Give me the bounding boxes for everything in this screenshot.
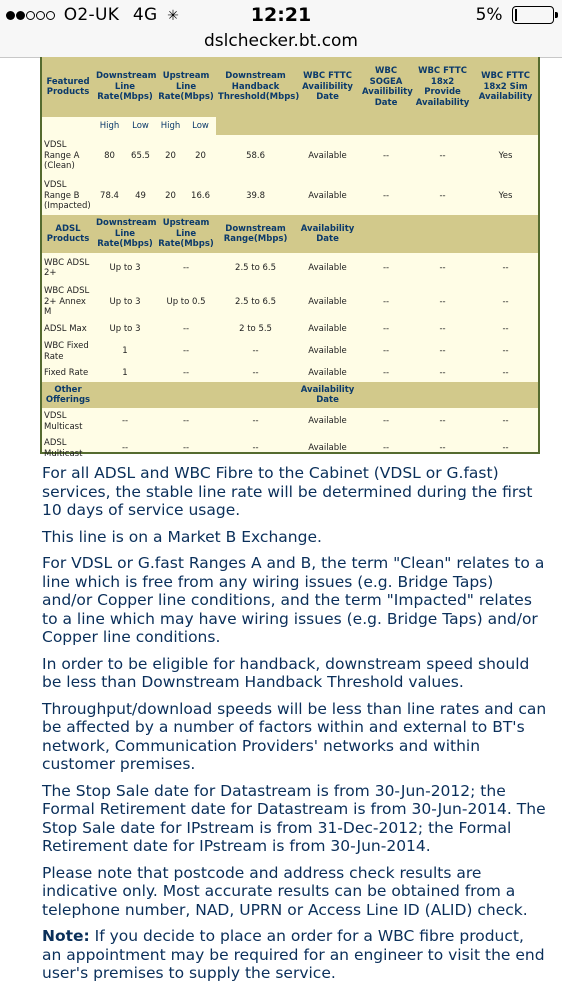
table-cell: 2.5 to 6.5 (235, 262, 277, 273)
table-row (42, 365, 538, 382)
table-cell: Up to 3 (109, 262, 141, 273)
col-header-upstream-line-rate: Upstream Line Rate(Mbps) (158, 71, 214, 103)
col-header-downstream-range: Downstream Range(Mbps) (223, 223, 288, 244)
status-bar (0, 0, 562, 30)
row-label: VDSL Range B (Impacted) (44, 180, 91, 212)
table-row (42, 177, 538, 215)
note-text: If you decide to place an order for a WBC fibre product, an appointment may be required for an engineer to visit the end user's premises to supply the service. (42, 927, 545, 982)
table-cell: -- (382, 262, 390, 273)
activity-spinner-icon: ✳ (167, 8, 180, 24)
table-row (42, 135, 538, 177)
sub-header-row (42, 117, 538, 135)
table-cell: 1 (122, 368, 128, 379)
col-header-fttc-date: WBC FTTC Availibility Date (302, 71, 353, 103)
table-cell: -- (502, 368, 509, 379)
table-cell: 2.5 to 6.5 (235, 296, 277, 307)
table-cell: -- (502, 416, 509, 427)
table-cell: Up to 3 (109, 324, 141, 335)
table-cell: -- (439, 150, 446, 161)
table-cell: -- (252, 416, 259, 427)
adsl-header-row (42, 215, 538, 253)
table-cell: -- (182, 416, 190, 427)
table-cell: -- (502, 262, 509, 273)
paragraph-note (42, 927, 547, 983)
table-cell: -- (182, 443, 190, 454)
table-row (42, 338, 538, 365)
table-cell: -- (439, 262, 446, 273)
table-cell: -- (382, 416, 390, 427)
table-cell: -- (439, 190, 446, 201)
row-label: ADSL Multicast (44, 438, 83, 459)
results-table-container (40, 57, 540, 459)
table-cell: Available (308, 443, 347, 454)
network-type: 4G (132, 5, 158, 25)
table-cell: -- (382, 346, 390, 357)
table-cell: 39.8 (246, 190, 265, 201)
table-cell: 49 (135, 190, 146, 201)
paragraph-handback: In order to be eligible for handback, downstream speed should be less than Downstream Handback Threshold values. (42, 654, 530, 691)
paragraph-stable-rate: For all ADSL and WBC Fibre to the Cabinet (VDSL or G.fast) services, the stable line rate will be determined during the first 10 days of service usage. (42, 464, 533, 519)
sub-header-low: Low (132, 120, 149, 131)
row-label: WBC ADSL 2+ Annex M (44, 286, 90, 318)
table-cell: -- (382, 150, 390, 161)
table-cell: -- (439, 296, 446, 307)
sub-header-low: Low (192, 120, 209, 131)
table-cell: -- (252, 346, 259, 357)
table-cell: -- (439, 346, 446, 357)
row-label: WBC ADSL 2+ (44, 257, 90, 278)
battery-indicator (476, 5, 554, 25)
table-cell: Available (308, 296, 347, 307)
table-cell: -- (439, 443, 446, 454)
table-cell: -- (182, 262, 190, 273)
table-cell: 65.5 (131, 150, 150, 161)
table-cell: -- (439, 416, 446, 427)
row-label: WBC Fixed Rate (44, 341, 89, 362)
table-cell: -- (382, 368, 390, 379)
table-cell: 20 (165, 150, 176, 161)
col-header-availability-date: Availability Date (300, 384, 355, 405)
url-text: dslchecker.bt.com (204, 31, 358, 51)
table-row (42, 253, 538, 283)
col-header-downstream-line-rate: Downstream Line Rate(Mbps) (96, 71, 157, 103)
table-row (42, 435, 538, 462)
table-cell: Available (308, 190, 347, 201)
table-cell: Yes (498, 190, 513, 201)
table-cell: 16.6 (191, 190, 210, 201)
table-row (42, 408, 538, 435)
table-cell: -- (182, 368, 190, 379)
table-cell: Available (308, 368, 347, 379)
battery-icon (512, 6, 554, 24)
sub-header-high: High (99, 120, 120, 131)
paragraph-market-exchange: This line is on a Market B Exchange. (42, 527, 322, 546)
col-header-18x2-sim: WBC FTTC 18x2 Sim Availability (478, 71, 533, 103)
table-cell: Yes (498, 150, 513, 161)
results-table (42, 57, 538, 462)
table-cell: -- (121, 443, 129, 454)
table-cell: 80 (104, 150, 115, 161)
table-cell: -- (382, 296, 390, 307)
col-header-18x2-provide: WBC FTTC 18x2 Provide Availability (415, 66, 470, 108)
table-cell: Up to 0.5 (166, 296, 206, 307)
table-cell: -- (502, 324, 509, 335)
table-cell: -- (502, 346, 509, 357)
col-header-other-offerings: Other Offerings (45, 384, 91, 405)
table-row (42, 321, 538, 338)
table-cell: Available (308, 346, 347, 357)
table-cell: -- (252, 443, 259, 454)
col-header-adsl-products: ADSL Products (46, 223, 90, 244)
paragraph-clean-impacted: For VDSL or G.fast Ranges A and B, the term "Clean" relates to a line which is free from any wiring issues (e.g. Bridge Taps) and/or Copper line conditions, and the term "Impacted" relates to a line which may have wiring issues (e.g. Bridge Taps) and/or Copper line conditions. (42, 554, 545, 646)
row-label: ADSL Max (44, 324, 87, 335)
col-header-downstream-line-rate: Downstream Line Rate(Mbps) (96, 218, 157, 250)
table-cell: 78.4 (100, 190, 119, 201)
table-cell: Available (308, 262, 347, 273)
table-cell: -- (121, 416, 129, 427)
paragraph-throughput: Throughput/download speeds will be less than line rates and can be affected by a number of factors within and external to BT's network, Communication Providers' networks and within customer premises. (42, 699, 547, 773)
table-cell: -- (439, 324, 446, 335)
carrier-name: O2-UK (63, 5, 120, 25)
table-row (42, 283, 538, 321)
info-text (42, 464, 547, 991)
row-label: VDSL Range A (Clean) (44, 140, 80, 172)
vdsl-header-row (42, 57, 538, 117)
table-cell: Available (308, 324, 347, 335)
col-header-availability-date: Availability Date (300, 223, 355, 244)
col-header-sogea-date: WBC SOGEA Availibility Date (362, 66, 413, 108)
table-cell: -- (502, 296, 509, 307)
paragraph-postcode-check: Please note that postcode and address check results are indicative only. Most accurate results can be obtained from a telephone number, NAD, UPRN or Access Line ID (ALID) check. (42, 863, 528, 919)
table-cell: Available (308, 416, 347, 427)
table-cell: Available (308, 150, 347, 161)
col-header-featured-products: Featured Products (46, 76, 90, 97)
table-cell: 20 (165, 190, 176, 201)
clock: 12:21 (250, 4, 312, 26)
row-label: VDSL Multicast (44, 411, 83, 432)
table-cell: -- (182, 346, 190, 357)
table-cell: -- (182, 324, 190, 335)
row-label: Fixed Rate (44, 368, 89, 379)
table-cell: -- (382, 190, 390, 201)
table-cell: -- (502, 443, 509, 454)
table-cell: -- (439, 368, 446, 379)
table-cell: -- (382, 443, 390, 454)
table-cell: 1 (122, 346, 128, 357)
table-cell: 2 to 5.5 (239, 324, 272, 335)
table-cell: -- (382, 324, 390, 335)
col-header-upstream-line-rate: Upstream Line Rate(Mbps) (158, 218, 214, 250)
table-cell: 20 (195, 150, 206, 161)
paragraph-stop-sale: The Stop Sale date for Datastream is from 30-Jun-2012; the Formal Retirement date for Datastream is from 30-Jun-2014. The Stop Sale date for IPstream is from 31-Dec-2012; the Formal Retirement date for IPstream is from 30-Jun-2014. (42, 781, 546, 855)
battery-percent: 5% (475, 5, 503, 25)
other-header-row (42, 382, 538, 408)
address-bar[interactable] (0, 30, 562, 58)
col-header-handback-threshold: Downstream Handback Threshold(Mbps) (218, 71, 300, 103)
table-cell: 58.6 (246, 150, 265, 161)
table-cell: Up to 3 (109, 296, 141, 307)
note-label: Note: (42, 927, 90, 945)
table-cell: -- (252, 368, 259, 379)
sub-header-high: High (160, 120, 181, 131)
